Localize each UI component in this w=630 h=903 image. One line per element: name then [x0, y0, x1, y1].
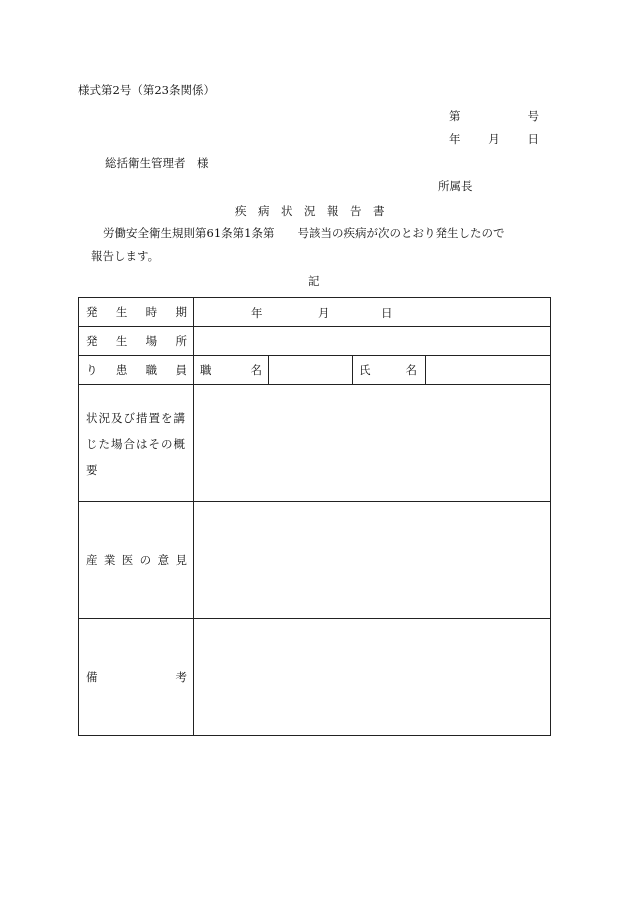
doc-number-prefix: 第 — [449, 109, 461, 123]
label-char: 時 — [145, 305, 158, 319]
row-situation — [79, 385, 551, 502]
doctor-opinion-label-cell — [79, 502, 194, 619]
sender-affiliation-head: 所属長 — [438, 179, 473, 193]
label-char: 患 — [115, 363, 128, 377]
remarks-label-cell — [79, 619, 194, 736]
name-label — [353, 362, 425, 378]
doc-date-day: 日 — [527, 132, 539, 146]
name-field[interactable] — [426, 356, 551, 385]
occurrence-month: 月 — [318, 306, 330, 320]
label-char: 氏 — [359, 363, 371, 377]
name-label-cell — [353, 356, 426, 385]
report-table — [78, 297, 551, 736]
ki-heading: 記 — [308, 274, 320, 288]
label-char: 発 — [86, 334, 98, 348]
label-char: 期 — [175, 305, 187, 319]
label-char: 備 — [86, 670, 98, 684]
label-char: 所 — [175, 334, 187, 348]
doctor-opinion-label — [79, 552, 193, 568]
occurrence-year: 年 — [251, 306, 263, 320]
label-char: 医 — [121, 553, 134, 567]
label-char: 生 — [115, 305, 128, 319]
addressee: 総括衛生管理者 様 — [105, 156, 209, 170]
label-char: 名 — [405, 363, 417, 377]
situation-label-cell — [79, 385, 194, 502]
label-char: り — [86, 363, 98, 377]
document-number — [449, 108, 539, 124]
job-title-label-cell — [194, 356, 269, 385]
label-char: 場 — [145, 334, 158, 348]
document-date — [449, 131, 539, 147]
label-char: 生 — [115, 334, 128, 348]
label-char: 発 — [86, 305, 98, 319]
row-doctor-opinion — [79, 502, 551, 619]
situation-label: 状況及び措置を講じた場合はその概要 — [86, 411, 186, 477]
occurrence-place-label-cell — [79, 327, 194, 356]
label-char: 員 — [175, 363, 187, 377]
label-char: 職 — [200, 363, 212, 377]
occurrence-time-label-cell — [79, 298, 194, 327]
intro-line-2: 報告します。 — [91, 249, 160, 263]
label-char: 見 — [175, 553, 187, 567]
doc-date-year: 年 — [449, 132, 461, 146]
label-char: 職 — [145, 363, 158, 377]
occurrence-date-field[interactable] — [194, 298, 551, 327]
label-char: 意 — [157, 553, 170, 567]
doctor-opinion-field[interactable] — [194, 502, 551, 619]
remarks-label — [79, 669, 193, 685]
label-char: 業 — [103, 553, 116, 567]
doc-number-suffix: 号 — [527, 109, 539, 123]
situation-field[interactable] — [194, 385, 551, 502]
label-char: 考 — [175, 670, 187, 684]
occurrence-day: 日 — [381, 306, 393, 320]
affected-employee-label — [79, 362, 193, 378]
intro-line-1: 労働安全衛生規則第61条第1条第 号該当の疾病が次のとおり発生したので — [103, 226, 505, 240]
job-title-field[interactable] — [269, 356, 353, 385]
document-title: 疾 病 状 況 報 告 書 — [235, 204, 385, 218]
row-occurrence-place — [79, 327, 551, 356]
label-char: 名 — [250, 363, 262, 377]
occurrence-time-label — [79, 304, 193, 320]
doc-date-month: 月 — [488, 132, 500, 146]
row-occurrence-time — [79, 298, 551, 327]
job-title-label — [194, 362, 268, 378]
occurrence-place-label — [79, 333, 193, 349]
row-remarks — [79, 619, 551, 736]
row-affected-employee — [79, 356, 551, 385]
occurrence-place-field[interactable] — [194, 327, 551, 356]
label-char: の — [139, 553, 152, 567]
label-char: 産 — [86, 553, 98, 567]
affected-employee-label-cell — [79, 356, 194, 385]
form-number: 様式第2号（第23条関係） — [78, 83, 215, 97]
remarks-field[interactable] — [194, 619, 551, 736]
